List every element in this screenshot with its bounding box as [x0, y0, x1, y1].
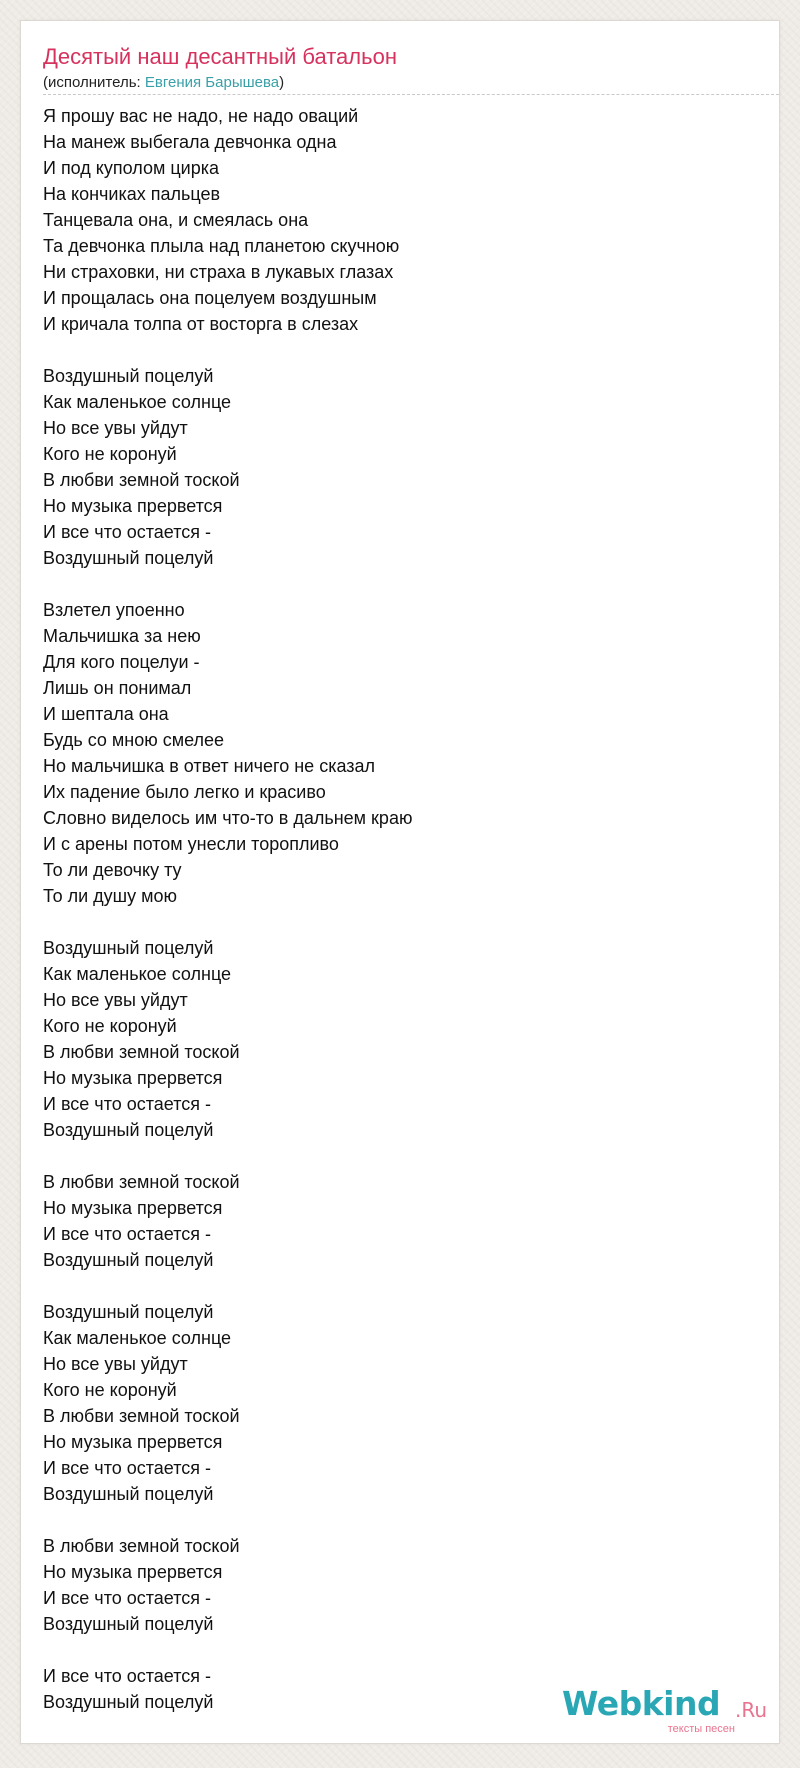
- lyric-line: Как маленькое солнце: [43, 1328, 232, 1348]
- song-title: Десятый наш десантный батальон: [43, 44, 397, 69]
- lyric-line: На манеж выбегала девчонка одна: [43, 132, 337, 152]
- lyric-line: В любви земной тоской: [43, 1172, 240, 1192]
- lyric-line: Воздушный поцелуй: [43, 1302, 214, 1322]
- lyric-line: И с арены потом унесли торопливо: [43, 834, 339, 854]
- lyrics-card: [20, 20, 780, 1744]
- lyric-line: Танцевала она, и смеялась она: [43, 210, 309, 230]
- performer-suffix: ): [279, 74, 285, 91]
- lyric-line: Как маленькое солнце: [43, 392, 232, 412]
- lyric-line: Воздушный поцелуй: [43, 1692, 214, 1712]
- performer-line: [43, 74, 284, 92]
- lyric-line: Кого не коронуй: [43, 1016, 177, 1036]
- lyric-line: Их падение было легко и красиво: [43, 782, 326, 802]
- lyric-line: Для кого поцелуи -: [43, 652, 200, 672]
- lyric-line: Взлетел упоенно: [43, 600, 185, 620]
- lyric-line: И все что остается -: [43, 1458, 212, 1478]
- lyric-line: Как маленькое солнце: [43, 964, 232, 984]
- logo-domain: .Ru: [735, 1698, 768, 1722]
- artist-link[interactable]: Евгения Барышева: [144, 74, 280, 91]
- lyric-line: На кончиках пальцев: [43, 184, 221, 204]
- lyric-line: Воздушный поцелуй: [43, 366, 214, 386]
- lyric-line: Но музыка прервется: [43, 1562, 223, 1582]
- lyric-line: Лишь он понимал: [43, 678, 192, 698]
- lyric-line: В любви земной тоской: [43, 470, 240, 490]
- lyric-line: И все что остается -: [43, 1094, 212, 1114]
- lyric-line: И все что остается -: [43, 1666, 212, 1686]
- lyric-line: И все что остается -: [43, 1588, 212, 1608]
- lyric-line: В любви земной тоской: [43, 1536, 240, 1556]
- lyric-line: Но мальчишка в ответ ничего не сказал: [43, 756, 376, 776]
- lyric-line: И прощалась она поцелуем воздушным: [43, 288, 377, 308]
- lyric-line: То ли душу мою: [43, 886, 177, 906]
- lyric-line: Мальчишка за нею: [43, 626, 201, 646]
- performer-prefix: (исполнитель:: [43, 74, 145, 91]
- lyrics-stanza: [43, 1299, 763, 1507]
- lyrics-stanza: [43, 1533, 763, 1637]
- lyric-line: И шептала она: [43, 704, 169, 724]
- lyric-line: Но музыка прервется: [43, 1432, 223, 1452]
- divider: [43, 94, 779, 95]
- lyric-line: Будь со мною смелее: [43, 730, 225, 750]
- lyric-line: Воздушный поцелуй: [43, 1484, 214, 1504]
- lyric-line: Ни страховки, ни страха в лукавых глазах: [43, 262, 394, 282]
- lyric-line: Но музыка прервется: [43, 1198, 223, 1218]
- lyric-line: Но музыка прервется: [43, 1068, 223, 1088]
- site-logo[interactable]: [562, 1684, 777, 1744]
- lyric-line: Словно виделось им что-то в дальнем краю: [43, 808, 413, 828]
- lyric-line: Но все увы уйдут: [43, 990, 188, 1010]
- lyric-line: Кого не коронуй: [43, 444, 177, 464]
- lyric-line: Воздушный поцелуй: [43, 1120, 214, 1140]
- lyric-line: В любви земной тоской: [43, 1042, 240, 1062]
- lyrics-stanza: [43, 103, 763, 337]
- lyrics-stanza: [43, 935, 763, 1143]
- lyric-line: И под куполом цирка: [43, 158, 219, 178]
- lyric-line: И все что остается -: [43, 1224, 212, 1244]
- lyric-line: Воздушный поцелуй: [43, 938, 214, 958]
- lyrics-stanza: [43, 597, 763, 909]
- lyric-line: Но музыка прервется: [43, 496, 223, 516]
- lyric-line: Та девчонка плыла над планетою скучною: [43, 236, 400, 256]
- lyrics-stanza: [43, 363, 763, 571]
- logo-wordmark: Webkind: [562, 1684, 721, 1723]
- lyrics-body: [43, 103, 763, 1741]
- lyric-line: Я прошу вас не надо, не надо оваций: [43, 106, 359, 126]
- lyric-line: И все что остается -: [43, 522, 212, 542]
- lyric-line: Воздушный поцелуй: [43, 1250, 214, 1270]
- lyrics-stanza: [43, 1169, 763, 1273]
- lyric-line: То ли девочку ту: [43, 860, 182, 880]
- lyric-line: В любви земной тоской: [43, 1406, 240, 1426]
- lyric-line: Кого не коронуй: [43, 1380, 177, 1400]
- lyric-line: Но все увы уйдут: [43, 418, 188, 438]
- lyric-line: Воздушный поцелуй: [43, 548, 214, 568]
- lyric-line: Воздушный поцелуй: [43, 1614, 214, 1634]
- logo-tagline: тексты песен: [667, 1723, 735, 1735]
- lyric-line: И кричала толпа от восторга в слезах: [43, 314, 359, 334]
- lyric-line: Но все увы уйдут: [43, 1354, 188, 1374]
